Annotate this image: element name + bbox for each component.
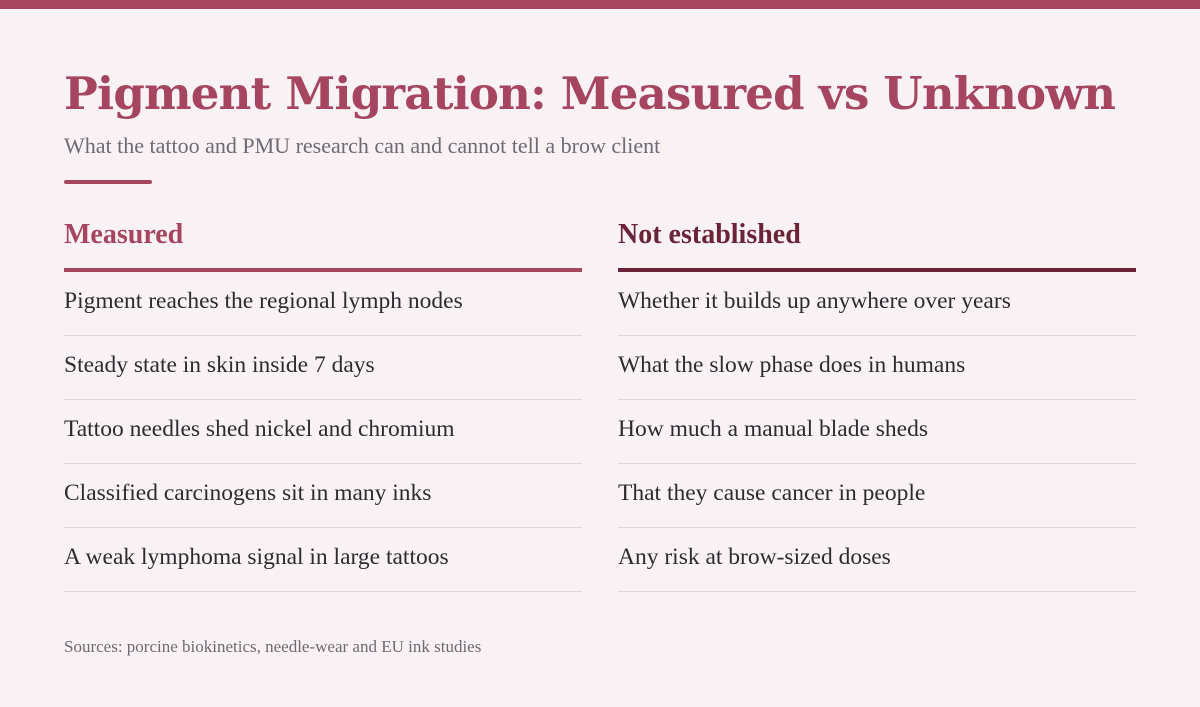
measured-list xyxy=(64,272,582,592)
measured-heading: Measured xyxy=(64,219,184,250)
not-established-item: Whether it builds up anywhere over years xyxy=(618,272,1136,336)
not-established-column xyxy=(618,214,1136,592)
measured-item: Steady state in skin inside 7 days xyxy=(64,336,582,400)
not-established-item: How much a manual blade sheds xyxy=(618,400,1136,464)
measured-column xyxy=(64,214,582,592)
top-accent-bar xyxy=(0,0,1200,9)
page-subtitle: What the tattoo and PMU research can and cannot tell a brow client xyxy=(64,133,661,158)
sources-note: Sources: porcine biokinetics, needle-wear and EU ink studies xyxy=(64,637,482,656)
measured-item: Classified carcinogens sit in many inks xyxy=(64,464,582,528)
not-established-list xyxy=(618,272,1136,592)
measured-item: A weak lymphoma signal in large tattoos xyxy=(64,528,582,592)
not-established-item: What the slow phase does in humans xyxy=(618,336,1136,400)
measured-item: Tattoo needles shed nickel and chromium xyxy=(64,400,582,464)
page-title: Pigment Migration: Measured vs Unknown xyxy=(64,67,1116,120)
not-established-heading: Not established xyxy=(618,219,801,250)
title-accent-rule xyxy=(64,180,152,184)
not-established-item: That they cause cancer in people xyxy=(618,464,1136,528)
not-established-item: Any risk at brow-sized doses xyxy=(618,528,1136,592)
measured-item: Pigment reaches the regional lymph nodes xyxy=(64,272,582,336)
